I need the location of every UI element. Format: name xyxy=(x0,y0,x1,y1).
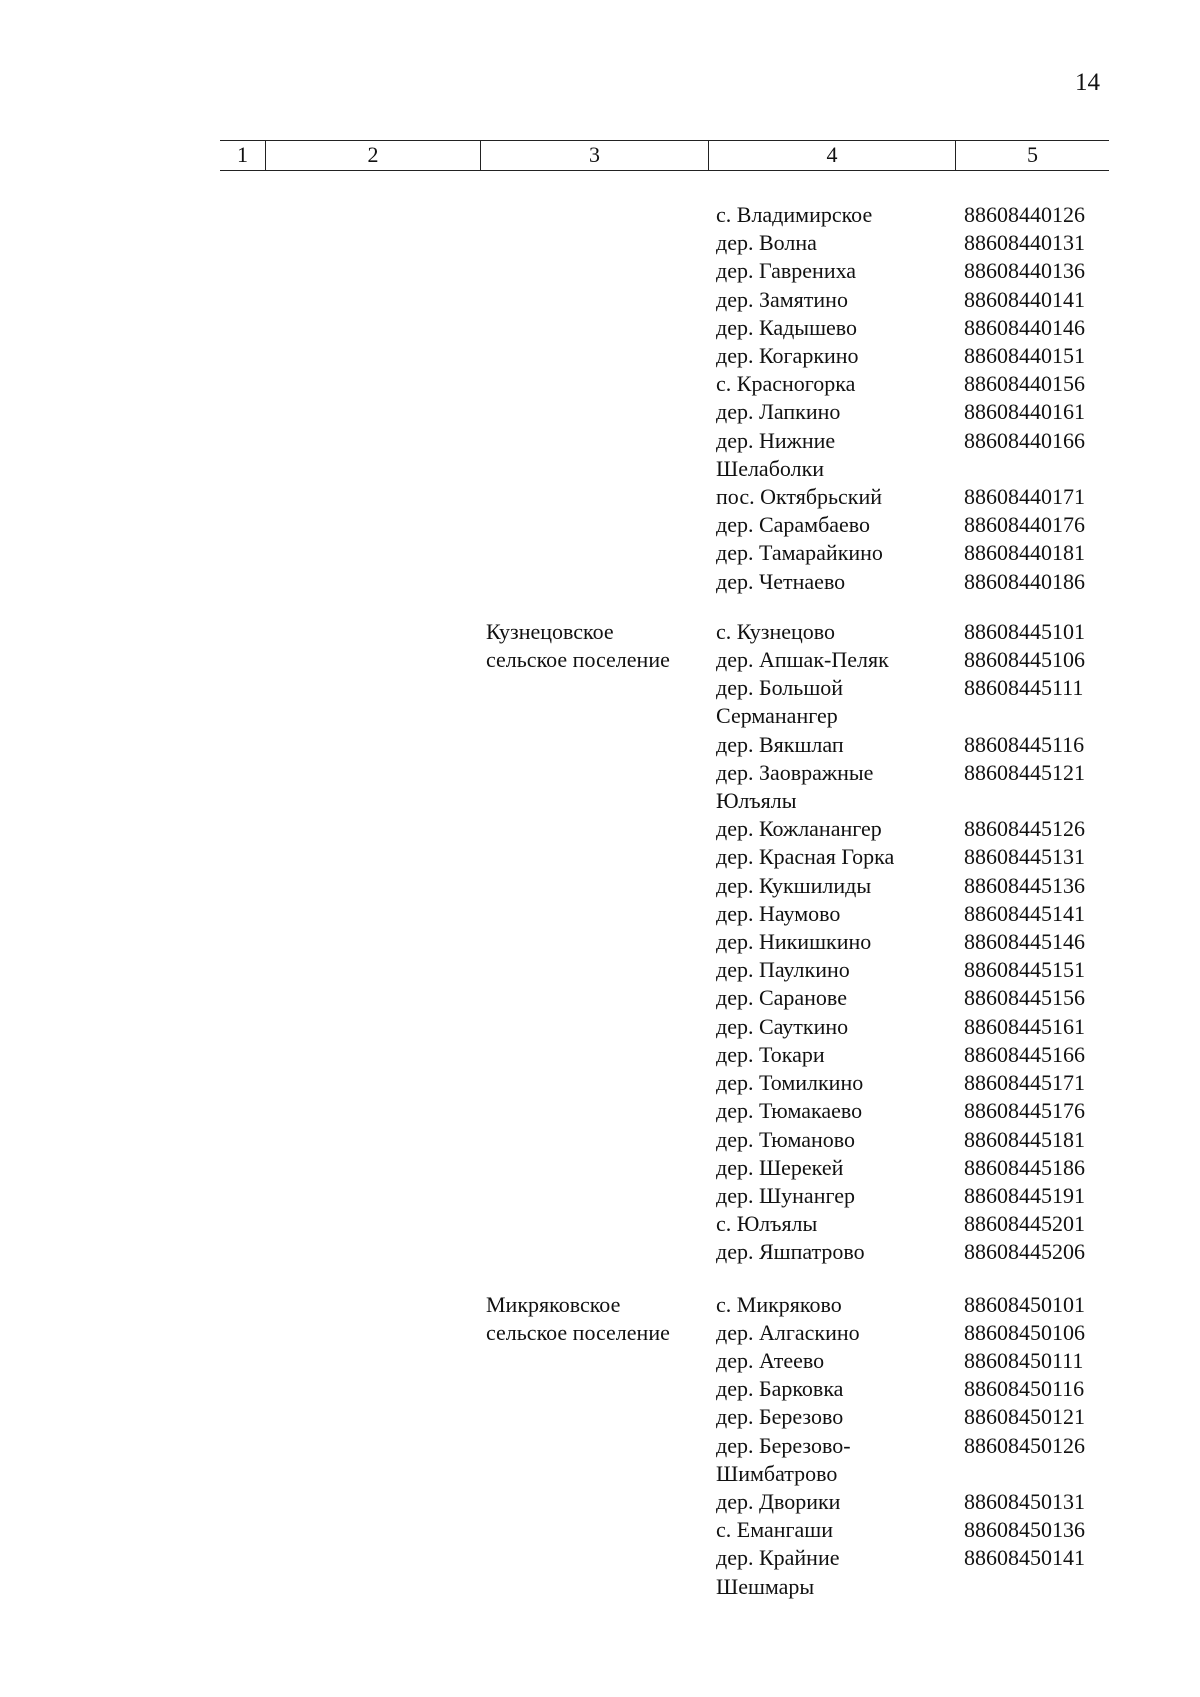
settlement-name: Шелаболки xyxy=(716,455,825,481)
municipality-name xyxy=(486,1375,716,1403)
municipality-name xyxy=(486,702,716,730)
table-row xyxy=(0,1126,1200,1154)
settlement-name: Юлъялы xyxy=(716,788,797,814)
settlement-code xyxy=(964,1460,1124,1488)
table-row xyxy=(0,815,1200,843)
settlement-code: 88608450126 xyxy=(964,1432,1085,1458)
table-row xyxy=(0,787,1200,815)
table-row xyxy=(0,618,1200,646)
table-row xyxy=(0,257,1200,285)
table-row xyxy=(0,1069,1200,1097)
municipality-name xyxy=(486,956,716,984)
municipality-name xyxy=(486,455,716,483)
table-row xyxy=(0,759,1200,787)
settlement-name: дер. Заовражные xyxy=(716,759,874,785)
table-row xyxy=(0,483,1200,511)
settlement-code: 88608450106 xyxy=(964,1319,1085,1345)
settlement-name: дер. Алгаскино xyxy=(716,1319,860,1345)
table-row xyxy=(0,1097,1200,1125)
settlement-code: 88608445181 xyxy=(964,1126,1085,1152)
municipality-name xyxy=(486,1403,716,1431)
settlement-name: дер. Атеево xyxy=(716,1347,825,1373)
settlement-name: Шимбатрово xyxy=(716,1460,838,1486)
municipality-name xyxy=(486,427,716,455)
municipality-name xyxy=(486,511,716,539)
table-row xyxy=(0,568,1200,596)
settlement-code: 88608445191 xyxy=(964,1182,1085,1208)
settlement-name: дер. Крайние xyxy=(716,1545,840,1571)
table-row xyxy=(0,286,1200,314)
table-row xyxy=(0,731,1200,759)
settlement-name: дер. Волна xyxy=(716,230,817,256)
settlement-code: 88608445121 xyxy=(964,759,1085,785)
settlement-name: с. Микряково xyxy=(716,1291,842,1317)
settlement-code: 88608440161 xyxy=(964,399,1085,425)
settlement-code: 88608445111 xyxy=(964,675,1084,701)
municipality-name xyxy=(486,1347,716,1375)
municipality-name xyxy=(486,342,716,370)
table-row xyxy=(0,1403,1200,1431)
municipality-name xyxy=(486,1544,716,1572)
settlement-code: 88608445161 xyxy=(964,1013,1085,1039)
settlement-code: 88608440156 xyxy=(964,371,1085,397)
municipality-name: Микряковское xyxy=(486,1291,621,1317)
settlement-code: 88608440166 xyxy=(964,427,1085,453)
municipality-name xyxy=(486,1488,716,1516)
settlement-code: 88608445176 xyxy=(964,1098,1085,1124)
settlement-name: дер. Нижние xyxy=(716,427,836,453)
municipality-name xyxy=(486,539,716,567)
municipality-name: сельское поселение xyxy=(486,647,670,673)
settlement-name: дер. Тюманово xyxy=(716,1126,855,1152)
table-row xyxy=(0,1488,1200,1516)
settlement-code: 88608440136 xyxy=(964,258,1085,284)
table-row xyxy=(0,455,1200,483)
municipality-name xyxy=(486,568,716,596)
settlement-name: дер. Вякшлап xyxy=(716,731,844,757)
settlement-name: с. Юлъялы xyxy=(716,1211,818,1237)
municipality-name xyxy=(486,286,716,314)
settlement-code: 88608445186 xyxy=(964,1154,1085,1180)
settlement-code xyxy=(964,787,1124,815)
municipality-name xyxy=(486,1460,716,1488)
settlement-name: дер. Гаврениха xyxy=(716,258,857,284)
municipality-name xyxy=(486,1154,716,1182)
settlement-name: дер. Тамарайкино xyxy=(716,540,883,566)
table-row xyxy=(0,1182,1200,1210)
municipality-name xyxy=(486,314,716,342)
settlement-name: дер. Большой xyxy=(716,675,844,701)
settlement-name: дер. Никишкино xyxy=(716,929,872,955)
table-row xyxy=(0,1573,1200,1601)
municipality-name xyxy=(486,398,716,426)
settlement-name: с. Кузнецово xyxy=(716,618,836,644)
settlement-code: 88608445136 xyxy=(964,872,1085,898)
table-row xyxy=(0,1210,1200,1238)
table-row xyxy=(0,1375,1200,1403)
settlement-code: 88608450136 xyxy=(964,1517,1085,1543)
table-row xyxy=(0,1013,1200,1041)
municipality-name: Кузнецовское xyxy=(486,618,614,644)
settlement-code: 88608440141 xyxy=(964,286,1085,312)
municipality-name xyxy=(486,731,716,759)
municipality-name xyxy=(486,1182,716,1210)
municipality-name xyxy=(486,1573,716,1601)
table-row xyxy=(0,1154,1200,1182)
municipality-name xyxy=(486,1432,716,1460)
municipality-name xyxy=(486,1097,716,1125)
settlement-code: 88608450141 xyxy=(964,1545,1085,1571)
settlement-name: дер. Сарамбаево xyxy=(716,512,871,538)
settlement-code: 88608445101 xyxy=(964,618,1085,644)
table-row xyxy=(0,872,1200,900)
table-row xyxy=(0,1516,1200,1544)
table-row xyxy=(0,674,1200,702)
settlement-code xyxy=(964,1573,1124,1601)
column-header-2: 2 xyxy=(265,141,480,170)
municipality-name xyxy=(486,787,716,815)
municipality-name xyxy=(486,483,716,511)
table-row xyxy=(0,1347,1200,1375)
settlement-code: 88608440126 xyxy=(964,202,1085,227)
settlement-code: 88608445106 xyxy=(964,647,1085,673)
settlement-code: 88608445146 xyxy=(964,929,1085,955)
settlement-name: дер. Кожланангер xyxy=(716,816,882,842)
column-header-4: 4 xyxy=(708,141,955,170)
municipality-name xyxy=(486,1126,716,1154)
table-row xyxy=(0,314,1200,342)
municipality-name xyxy=(486,928,716,956)
municipality-name xyxy=(486,229,716,257)
settlement-name: дер. Тюмакаево xyxy=(716,1098,863,1124)
municipality-name xyxy=(486,1210,716,1238)
municipality-name xyxy=(486,1516,716,1544)
municipality-name xyxy=(486,815,716,843)
table-row xyxy=(0,646,1200,674)
municipality-name xyxy=(486,900,716,928)
municipality-name xyxy=(486,759,716,787)
municipality-name xyxy=(486,674,716,702)
settlement-name: дер. Томилкино xyxy=(716,1070,864,1096)
municipality-name xyxy=(486,1238,716,1266)
settlement-code: 88608445166 xyxy=(964,1041,1085,1067)
settlement-code: 88608440176 xyxy=(964,512,1085,538)
table-row xyxy=(0,511,1200,539)
column-header-1: 1 xyxy=(237,142,248,167)
settlement-name: дер. Апшак-Пеляк xyxy=(716,647,889,673)
settlement-name: с. Емангаши xyxy=(716,1517,834,1543)
table-row xyxy=(0,427,1200,455)
municipality-name xyxy=(486,1041,716,1069)
table-row xyxy=(0,1041,1200,1069)
group-spacer xyxy=(0,1267,1200,1291)
table-row xyxy=(0,1238,1200,1266)
settlement-code: 88608445116 xyxy=(964,731,1085,757)
settlement-name: дер. Токари xyxy=(716,1041,825,1067)
municipality-name xyxy=(486,257,716,285)
settlement-name: дер. Шунангер xyxy=(716,1182,855,1208)
table-row xyxy=(0,928,1200,956)
settlement-code: 88608445201 xyxy=(964,1211,1085,1237)
table-row xyxy=(0,539,1200,567)
municipality-name xyxy=(486,984,716,1012)
settlement-code: 88608440151 xyxy=(964,343,1085,369)
settlement-code: 88608445206 xyxy=(964,1239,1085,1265)
settlement-code: 88608450121 xyxy=(964,1404,1085,1430)
column-header-3: 3 xyxy=(480,141,708,170)
table-row xyxy=(0,702,1200,730)
settlement-name: дер. Березово- xyxy=(716,1432,851,1458)
table-row xyxy=(0,984,1200,1012)
settlement-code: 88608445156 xyxy=(964,985,1085,1011)
table-row xyxy=(0,1319,1200,1347)
table-row xyxy=(0,342,1200,370)
settlement-code: 88608440186 xyxy=(964,568,1085,594)
settlement-name: дер. Дворики xyxy=(716,1488,841,1514)
table-row xyxy=(0,1460,1200,1488)
settlement-code: 88608450101 xyxy=(964,1291,1085,1317)
settlement-name: дер. Красная Горка xyxy=(716,844,895,870)
settlement-name: дер. Кадышево xyxy=(716,314,858,340)
table-row xyxy=(0,843,1200,871)
table-row xyxy=(0,1291,1200,1319)
settlement-code xyxy=(964,702,1124,730)
settlement-code: 88608440131 xyxy=(964,230,1085,256)
table-row xyxy=(0,370,1200,398)
settlement-code: 88608450131 xyxy=(964,1488,1085,1514)
municipality-name xyxy=(486,201,716,229)
settlements-table-body xyxy=(0,201,1200,1601)
settlement-name: дер. Паулкино xyxy=(716,957,850,983)
settlement-code xyxy=(964,455,1124,483)
settlement-name: дер. Яшпатрово xyxy=(716,1239,865,1265)
settlement-name: дер. Кукшилиды xyxy=(716,872,872,898)
municipality-name xyxy=(486,872,716,900)
settlement-code: 88608440146 xyxy=(964,314,1085,340)
table-row xyxy=(0,229,1200,257)
settlement-code: 88608450111 xyxy=(964,1347,1084,1373)
settlement-code: 88608440181 xyxy=(964,540,1085,566)
settlement-code: 88608445126 xyxy=(964,816,1085,842)
settlement-name: с. Владимирское xyxy=(716,202,873,227)
settlement-code: 88608445131 xyxy=(964,844,1085,870)
settlement-name: дер. Березово xyxy=(716,1404,844,1430)
municipality-name xyxy=(486,1013,716,1041)
settlement-name: дер. Замятино xyxy=(716,286,848,312)
table-row xyxy=(0,956,1200,984)
settlement-name: дер. Сауткино xyxy=(716,1013,849,1039)
settlement-name: дер. Наумово xyxy=(716,900,841,926)
settlement-name: дер. Саранове xyxy=(716,985,847,1011)
settlement-name: дер. Барковка xyxy=(716,1376,844,1402)
group-spacer xyxy=(0,596,1200,618)
settlement-name: дер. Лапкино xyxy=(716,399,841,425)
table-row xyxy=(0,201,1200,229)
settlement-name: пос. Октябрьский xyxy=(716,484,883,510)
table-row xyxy=(0,900,1200,928)
municipality-name xyxy=(486,1069,716,1097)
municipality-name xyxy=(486,370,716,398)
settlement-code: 88608445171 xyxy=(964,1070,1085,1096)
column-header-5: 5 xyxy=(955,141,1109,170)
settlement-code: 88608445141 xyxy=(964,900,1085,926)
settlement-code: 88608440171 xyxy=(964,484,1085,510)
municipality-name xyxy=(486,843,716,871)
table-column-header xyxy=(220,140,1109,171)
table-row xyxy=(0,398,1200,426)
settlement-name: дер. Шерекей xyxy=(716,1154,844,1180)
page-number: 14 xyxy=(1075,69,1100,96)
settlement-name: дер. Когаркино xyxy=(716,343,859,369)
table-row xyxy=(0,1432,1200,1460)
municipality-name: сельское поселение xyxy=(486,1319,670,1345)
table-row xyxy=(0,1544,1200,1572)
settlement-code: 88608445151 xyxy=(964,957,1085,983)
settlement-code: 88608450116 xyxy=(964,1376,1085,1402)
settlement-name: Серманангер xyxy=(716,703,838,729)
settlement-name: Шешмары xyxy=(716,1573,815,1599)
settlement-name: дер. Четнаево xyxy=(716,568,846,594)
settlement-name: с. Красногорка xyxy=(716,371,856,397)
